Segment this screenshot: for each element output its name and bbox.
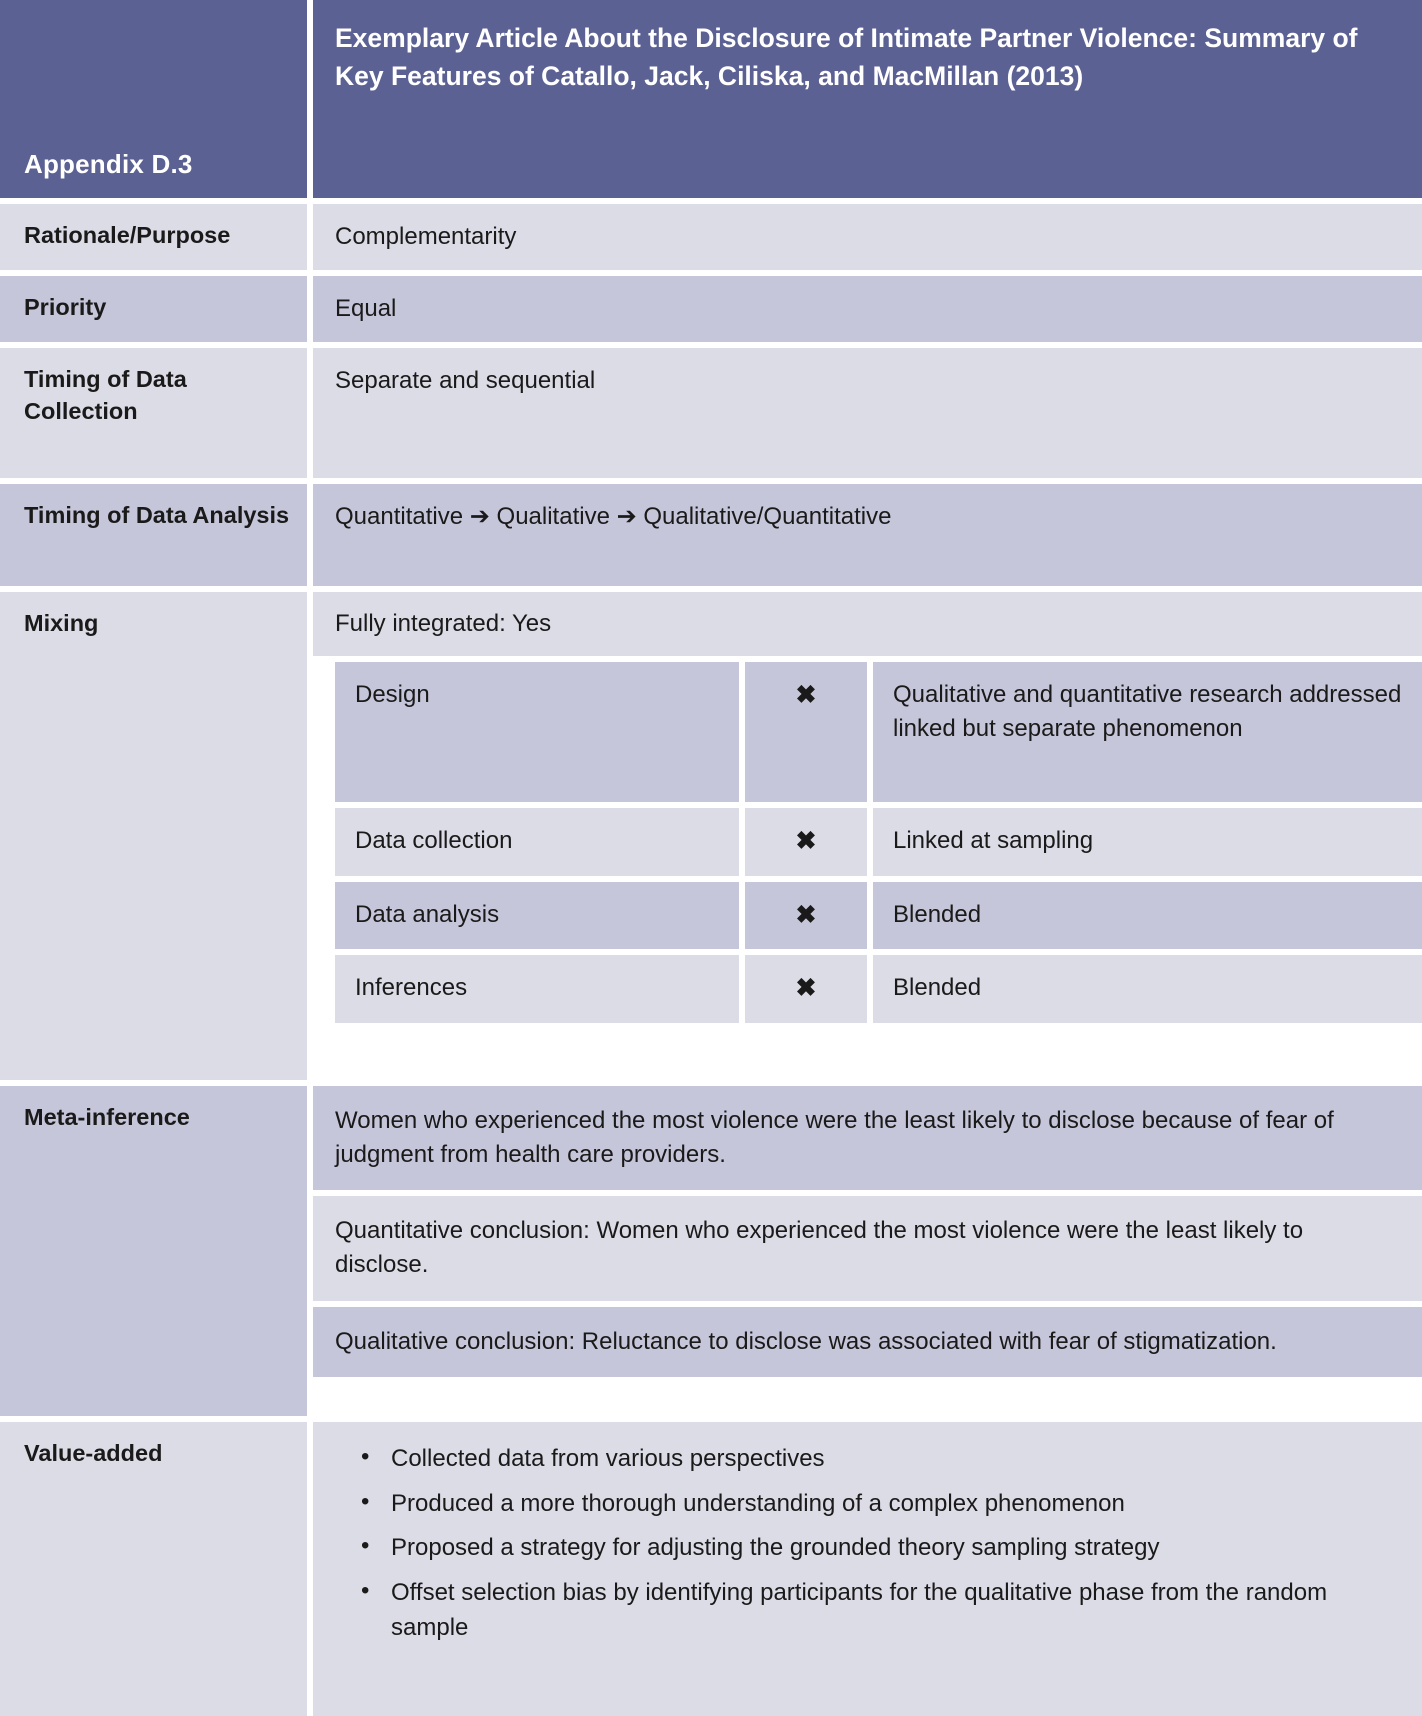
list-item-text: Proposed a strategy for adjusting the grounded theory sampling strategy [391,1534,1160,1562]
mixing-aspect-data-analysis: Data analysis [335,882,745,956]
row-label-value-added: Value-added [0,1422,313,1716]
mixing-aspect-design: Design [335,662,745,808]
row-value-priority: Equal [313,276,1422,348]
table-row [335,808,1422,882]
row-value-timing-collection: Separate and sequential [313,348,1422,484]
mixing-aspect-data-collection: Data collection [335,808,745,882]
meta-inference-quantitative-conclusion: Quantitative conclusion: Women who experienced the most violence were the least likely to disclose. [313,1196,1422,1306]
table-row-timing-collection [0,348,1422,484]
heavy-multiplication-x-icon: ✖ [745,882,873,956]
table-header-row [0,0,1422,204]
heavy-multiplication-x-icon: ✖ [745,662,873,808]
table-row [335,882,1422,956]
table-row-meta-inference [0,1086,1422,1421]
table-row [335,662,1422,808]
row-value-rationale: Complementarity [313,204,1422,276]
mixing-content [313,592,1422,1086]
list-item [313,1442,1382,1487]
mixing-aspect-inferences: Inferences [335,955,745,1023]
bullet-icon: • [361,1577,370,1605]
heavy-multiplication-x-icon: ✖ [745,808,873,882]
list-item [313,1531,1382,1576]
table-row-value-added [0,1422,1422,1716]
heavy-multiplication-x-icon: ✖ [745,955,873,1023]
list-item [313,1576,1382,1656]
row-label-rationale: Rationale/Purpose [0,204,313,276]
meta-inference-content [313,1086,1422,1421]
table-row [335,955,1422,1023]
value-added-content [313,1422,1422,1716]
bullet-icon: • [361,1487,370,1515]
table-row-timing-analysis [0,484,1422,592]
table-row-rationale [0,204,1422,276]
list-item-text: Produced a more thorough understanding of a complex phenomenon [391,1489,1125,1517]
mixing-subtable [335,662,1422,1023]
value-added-list [313,1428,1412,1672]
row-label-mixing: Mixing [0,592,313,1086]
appendix-label: Appendix D.3 [0,0,313,204]
table-row-priority [0,276,1422,348]
row-label-priority: Priority [0,276,313,348]
bullet-icon: • [361,1442,370,1470]
list-item-text: Collected data from various perspectives [391,1444,825,1472]
row-value-timing-analysis: Quantitative ➔ Qualitative ➔ Qualitative/Quantitative [313,484,1422,592]
row-label-timing-analysis: Timing of Data Analysis [0,484,313,592]
page-title: Exemplary Article About the Disclosure of Intimate Partner Violence: Summary of Key Features of Catallo, Jack, Ciliska, and MacMillan (2013) [313,0,1422,204]
bullet-icon: • [361,1532,370,1560]
mixing-detail-design: Qualitative and quantitative research addressed linked but separate phenomenon [873,662,1422,808]
table-row-mixing [0,592,1422,1086]
meta-inference-summary: Women who experienced the most violence were the least likely to disclose because of fear of judgment from health care providers. [313,1086,1422,1196]
list-item [313,1487,1382,1532]
mixing-detail-data-collection: Linked at sampling [873,808,1422,882]
row-label-meta-inference: Meta-inference [0,1086,313,1421]
list-item-text: Offset selection bias by identifying participants for the qualitative phase from the random sample [391,1579,1328,1641]
mixing-intro-text: Fully integrated: Yes [313,592,1422,662]
mixing-detail-data-analysis: Blended [873,882,1422,956]
mixing-detail-inferences: Blended [873,955,1422,1023]
mixing-subtable-wrapper [313,662,1422,1023]
row-label-timing-collection: Timing of Data Collection [0,348,313,484]
meta-inference-qualitative-conclusion: Qualitative conclusion: Reluctance to disclose was associated with fear of stigmatization. [313,1307,1422,1377]
